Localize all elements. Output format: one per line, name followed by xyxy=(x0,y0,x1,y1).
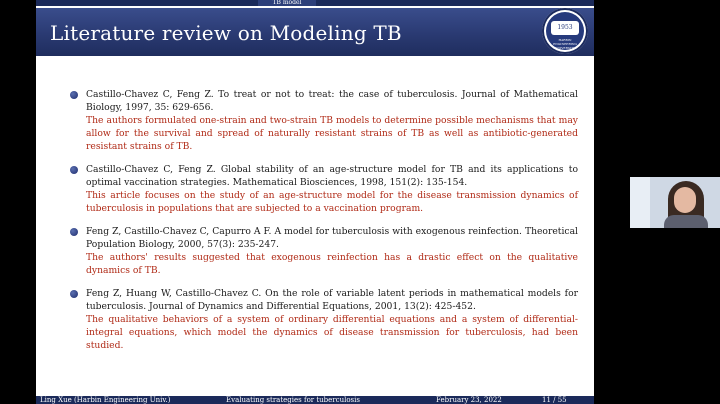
reference-note: This article focuses on the study of an age-structure model for the disease transmission dynamics of tuberculosis in populations that are subjected to a vaccination program. xyxy=(86,190,578,214)
video-background-window xyxy=(630,177,650,228)
blue-sphere-bullet-icon xyxy=(70,166,78,174)
university-seal-icon xyxy=(542,8,588,54)
section-tab[interactable]: TB model xyxy=(258,0,316,6)
reference-citation: Castillo-Chavez C, Feng Z. To treat or not to treat: the case of tuberculosis. Journal of Mathematical Biology, 1997, 35: 629-656. xyxy=(86,89,578,113)
slide-title: Literature review on Modeling TB xyxy=(50,21,402,45)
reference-citation: Feng Z, Castillo-Chavez C, Capurro A F. A model for tuberculosis with exogenous reinfection. Theoretical Population Biology, 2000, 57(3): 235-247. xyxy=(86,226,578,250)
reference-item xyxy=(36,225,594,277)
footer-date: February 23, 2022 xyxy=(436,396,502,404)
presentation-slide xyxy=(36,0,594,404)
seal-year: 1953 xyxy=(551,21,579,35)
slide-footer xyxy=(36,396,594,404)
reference-citation: Feng Z, Huang W, Castillo-Chavez C. On the role of variable latent periods in mathematical models for tuberculosis. Journal of Dynamics and Differential Equations, 2001, 13(2): 425-452. xyxy=(86,288,578,312)
footer-author: Ling Xue (Harbin Engineering Univ.) xyxy=(40,396,171,404)
blue-sphere-bullet-icon xyxy=(70,91,78,99)
presenter-face xyxy=(674,187,696,213)
blue-sphere-bullet-icon xyxy=(70,290,78,298)
slide-title-bar xyxy=(36,8,594,56)
blue-sphere-bullet-icon xyxy=(70,228,78,236)
seal-english-name: HARBIN ENGINEERING UNIVERSITY xyxy=(553,38,577,50)
reference-list xyxy=(36,88,594,362)
footer-talk-title: Evaluating strategies for tuberculosis xyxy=(226,396,360,404)
presenter-body xyxy=(664,215,708,228)
reference-note: The authors' results suggested that exogenous reinfection has a drastic effect on the qualitative dynamics of TB. xyxy=(86,252,578,276)
reference-citation: Castillo-Chavez C, Feng Z. Global stability of an age-structure model for TB and its applications to optimal vaccination strategies. Mathematical Biosciences, 1998, 151(2): 135-154. xyxy=(86,164,578,188)
webcam-participant-icon[interactable] xyxy=(630,177,720,228)
reference-item xyxy=(36,163,594,215)
reference-item xyxy=(36,88,594,153)
reference-note: The authors formulated one-strain and two-strain TB models to determine possible mechanisms that may allow for the survival and spread of naturally resistant strains of TB as well as antibiotic-generated resistant strains of TB. xyxy=(86,115,578,152)
reference-note: The qualitative behaviors of a system of ordinary differential equations and a system of differential-integral equations, which model the dynamics of disease transmission for tuberculosis, had been studied. xyxy=(86,314,578,351)
reference-item xyxy=(36,287,594,352)
section-navigation-bar xyxy=(36,0,594,6)
footer-page-number: 11 / 55 xyxy=(542,396,567,404)
